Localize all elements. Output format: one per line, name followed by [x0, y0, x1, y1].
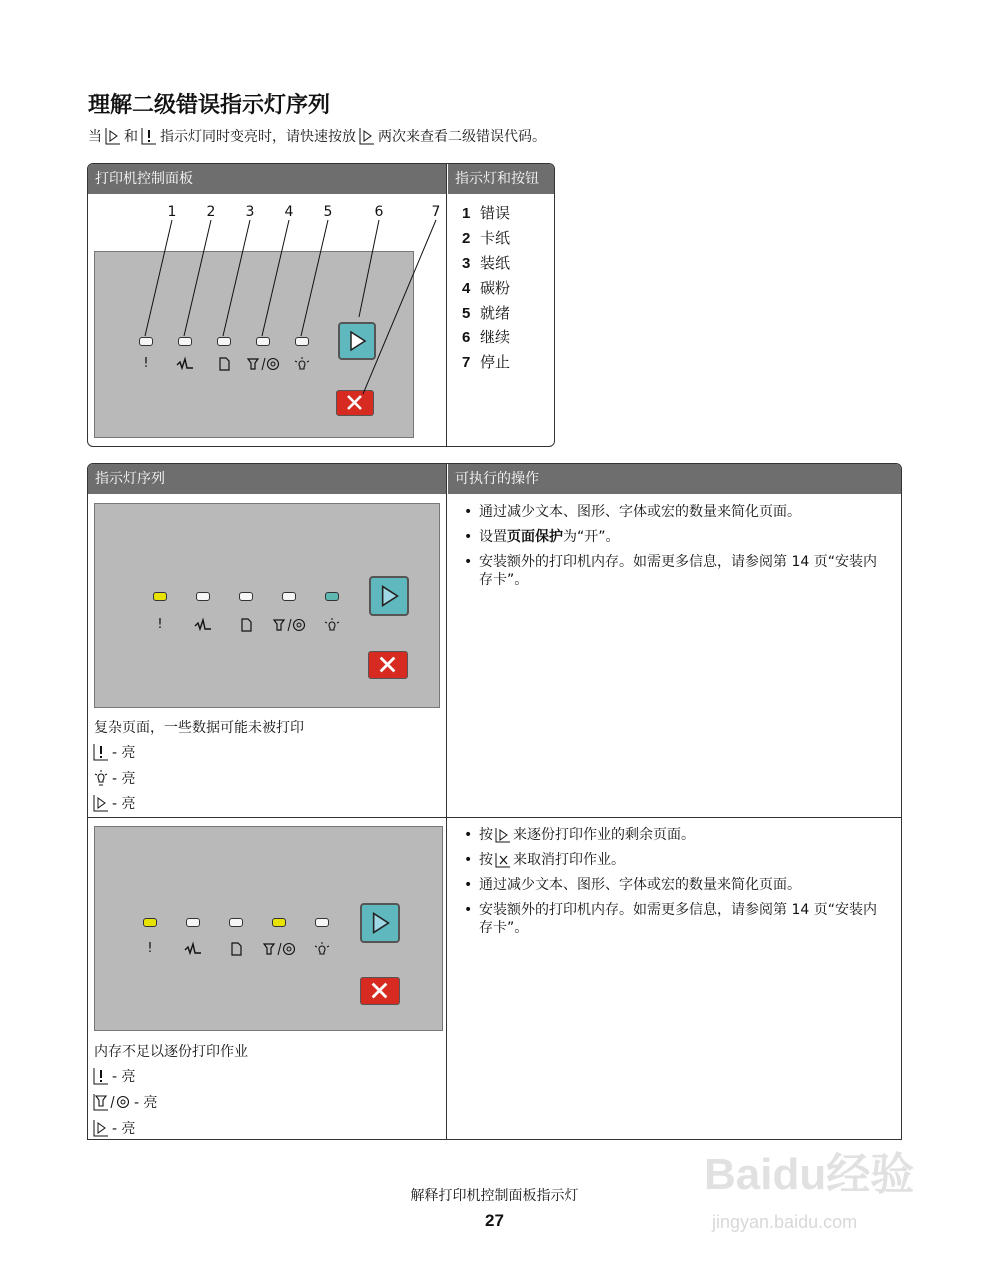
column-divider	[446, 164, 447, 447]
row1-state-error: - 亮	[93, 742, 136, 762]
stop-button[interactable]	[368, 651, 408, 679]
error-symbol-icon: !	[157, 617, 163, 632]
page-protect-setting: 页面保护	[507, 529, 563, 545]
callout-2: 2	[206, 204, 216, 220]
footer-text: 解释打印机控制面板指示灯	[410, 1188, 579, 1204]
continue-icon	[493, 827, 513, 843]
toner-icon	[261, 941, 297, 957]
watermark-logo: Baidu经验	[704, 1150, 915, 1199]
ready-icon	[320, 617, 344, 633]
error-symbol-icon: !	[147, 941, 153, 956]
led-toner	[282, 592, 296, 601]
row2-action-simplify: • 通过减少文本、图形、字体或宏的数量来简化页面。	[457, 876, 877, 894]
legend-item-load-paper: 3 装纸	[462, 254, 511, 272]
header-actions: 可执行的操作	[447, 464, 902, 494]
led-load-paper	[229, 918, 243, 927]
error-symbol-icon: !	[143, 356, 149, 371]
close-icon	[361, 978, 398, 1003]
legend-item-paper-jam: 2 卡纸	[462, 229, 511, 247]
callout-lines	[88, 164, 446, 447]
error-icon	[93, 743, 109, 761]
led-paper-jam	[186, 918, 200, 927]
column-divider	[446, 464, 447, 1140]
ready-icon	[310, 941, 334, 957]
led-ready	[315, 918, 329, 927]
row2-action-cancel: • 按 来取消打印作业。	[457, 851, 877, 869]
toner-icon	[93, 1093, 131, 1111]
stop-icon	[493, 852, 513, 868]
led-load-paper	[239, 592, 253, 601]
led-toner-on	[272, 918, 286, 927]
row2-state-toner: - 亮	[93, 1092, 158, 1112]
legend-item-ready: 5 就绪	[462, 304, 511, 322]
callout-5: 5	[323, 204, 333, 220]
paper-jam-icon	[191, 617, 215, 633]
legend-item-stop: 7 停止	[462, 353, 511, 371]
row2-state-error: - 亮	[93, 1066, 136, 1086]
callout-6: 6	[374, 204, 384, 220]
control-panel-table	[87, 163, 555, 447]
row1-action-page-protect: • 设置页面保护为“开”。	[457, 528, 877, 546]
legend-item-toner: 4 碳粉	[462, 279, 511, 297]
led-paper-jam	[196, 592, 210, 601]
intro-part3: 指示灯同时变亮时，请快速按放	[160, 129, 356, 145]
continue-icon	[105, 127, 121, 145]
led-ready-on	[325, 592, 339, 601]
continue-icon	[359, 127, 375, 145]
legend-item-error: 1 错误	[462, 204, 511, 222]
callout-7: 7	[431, 204, 441, 220]
row2-action-continue: • 按 来逐份打印作业的剩余页面。	[457, 826, 877, 844]
row2-actions	[457, 826, 877, 944]
page-title: 理解二级错误指示灯序列	[88, 93, 331, 118]
paper-icon	[224, 941, 248, 957]
callout-1: 1	[167, 204, 177, 220]
stop-button[interactable]	[360, 977, 400, 1005]
intro-part1: 当	[88, 129, 102, 145]
row1-description: 复杂页面，一些数据可能未被打印	[94, 720, 304, 736]
error-icon	[141, 127, 157, 145]
continue-button[interactable]	[360, 903, 400, 943]
led-error-on	[143, 918, 157, 927]
intro-part4: 两次来查看二级错误代码。	[378, 129, 546, 145]
row1-panel-diagram	[94, 503, 440, 708]
row2-description: 内存不足以逐份打印作业	[94, 1044, 248, 1060]
row1-state-continue: - 亮	[93, 793, 136, 813]
row1-action-memory: • 安装额外的打印机内存。如需更多信息，请参阅第 14 页“安装内存卡”。	[457, 553, 877, 589]
legend-item-continue: 6 继续	[462, 328, 511, 346]
row2-panel-diagram	[94, 826, 443, 1031]
play-icon	[371, 578, 407, 614]
ready-icon	[93, 769, 109, 787]
row1-state-ready: - 亮	[93, 768, 136, 788]
toner-icon	[271, 617, 307, 633]
continue-icon	[93, 794, 109, 812]
header-lights-buttons: 指示灯和按钮	[447, 164, 555, 194]
paper-icon	[234, 617, 258, 633]
callout-4: 4	[284, 204, 294, 220]
row-divider	[88, 817, 902, 818]
row2-state-continue: - 亮	[93, 1118, 136, 1138]
intro-text	[88, 126, 546, 146]
play-icon	[362, 905, 398, 941]
paper-jam-icon	[181, 941, 205, 957]
row1-action-simplify: • 通过减少文本、图形、字体或宏的数量来简化页面。	[457, 503, 877, 521]
close-icon	[369, 652, 406, 677]
header-light-sequence: 指示灯序列	[88, 464, 447, 494]
error-icon	[93, 1067, 109, 1085]
callout-3: 3	[245, 204, 255, 220]
page-number: 27	[485, 1211, 504, 1230]
continue-button[interactable]	[369, 576, 409, 616]
watermark-url: jingyan.baidu.com	[712, 1212, 858, 1232]
led-error-on	[153, 592, 167, 601]
intro-part2: 和	[124, 129, 138, 145]
light-sequence-table	[87, 463, 902, 1140]
row1-actions	[457, 503, 877, 596]
continue-icon	[93, 1119, 109, 1137]
row2-action-memory: • 安装额外的打印机内存。如需更多信息，请参阅第 14 页“安装内存卡”。	[457, 901, 877, 937]
header-control-panel: 打印机控制面板	[88, 164, 447, 194]
